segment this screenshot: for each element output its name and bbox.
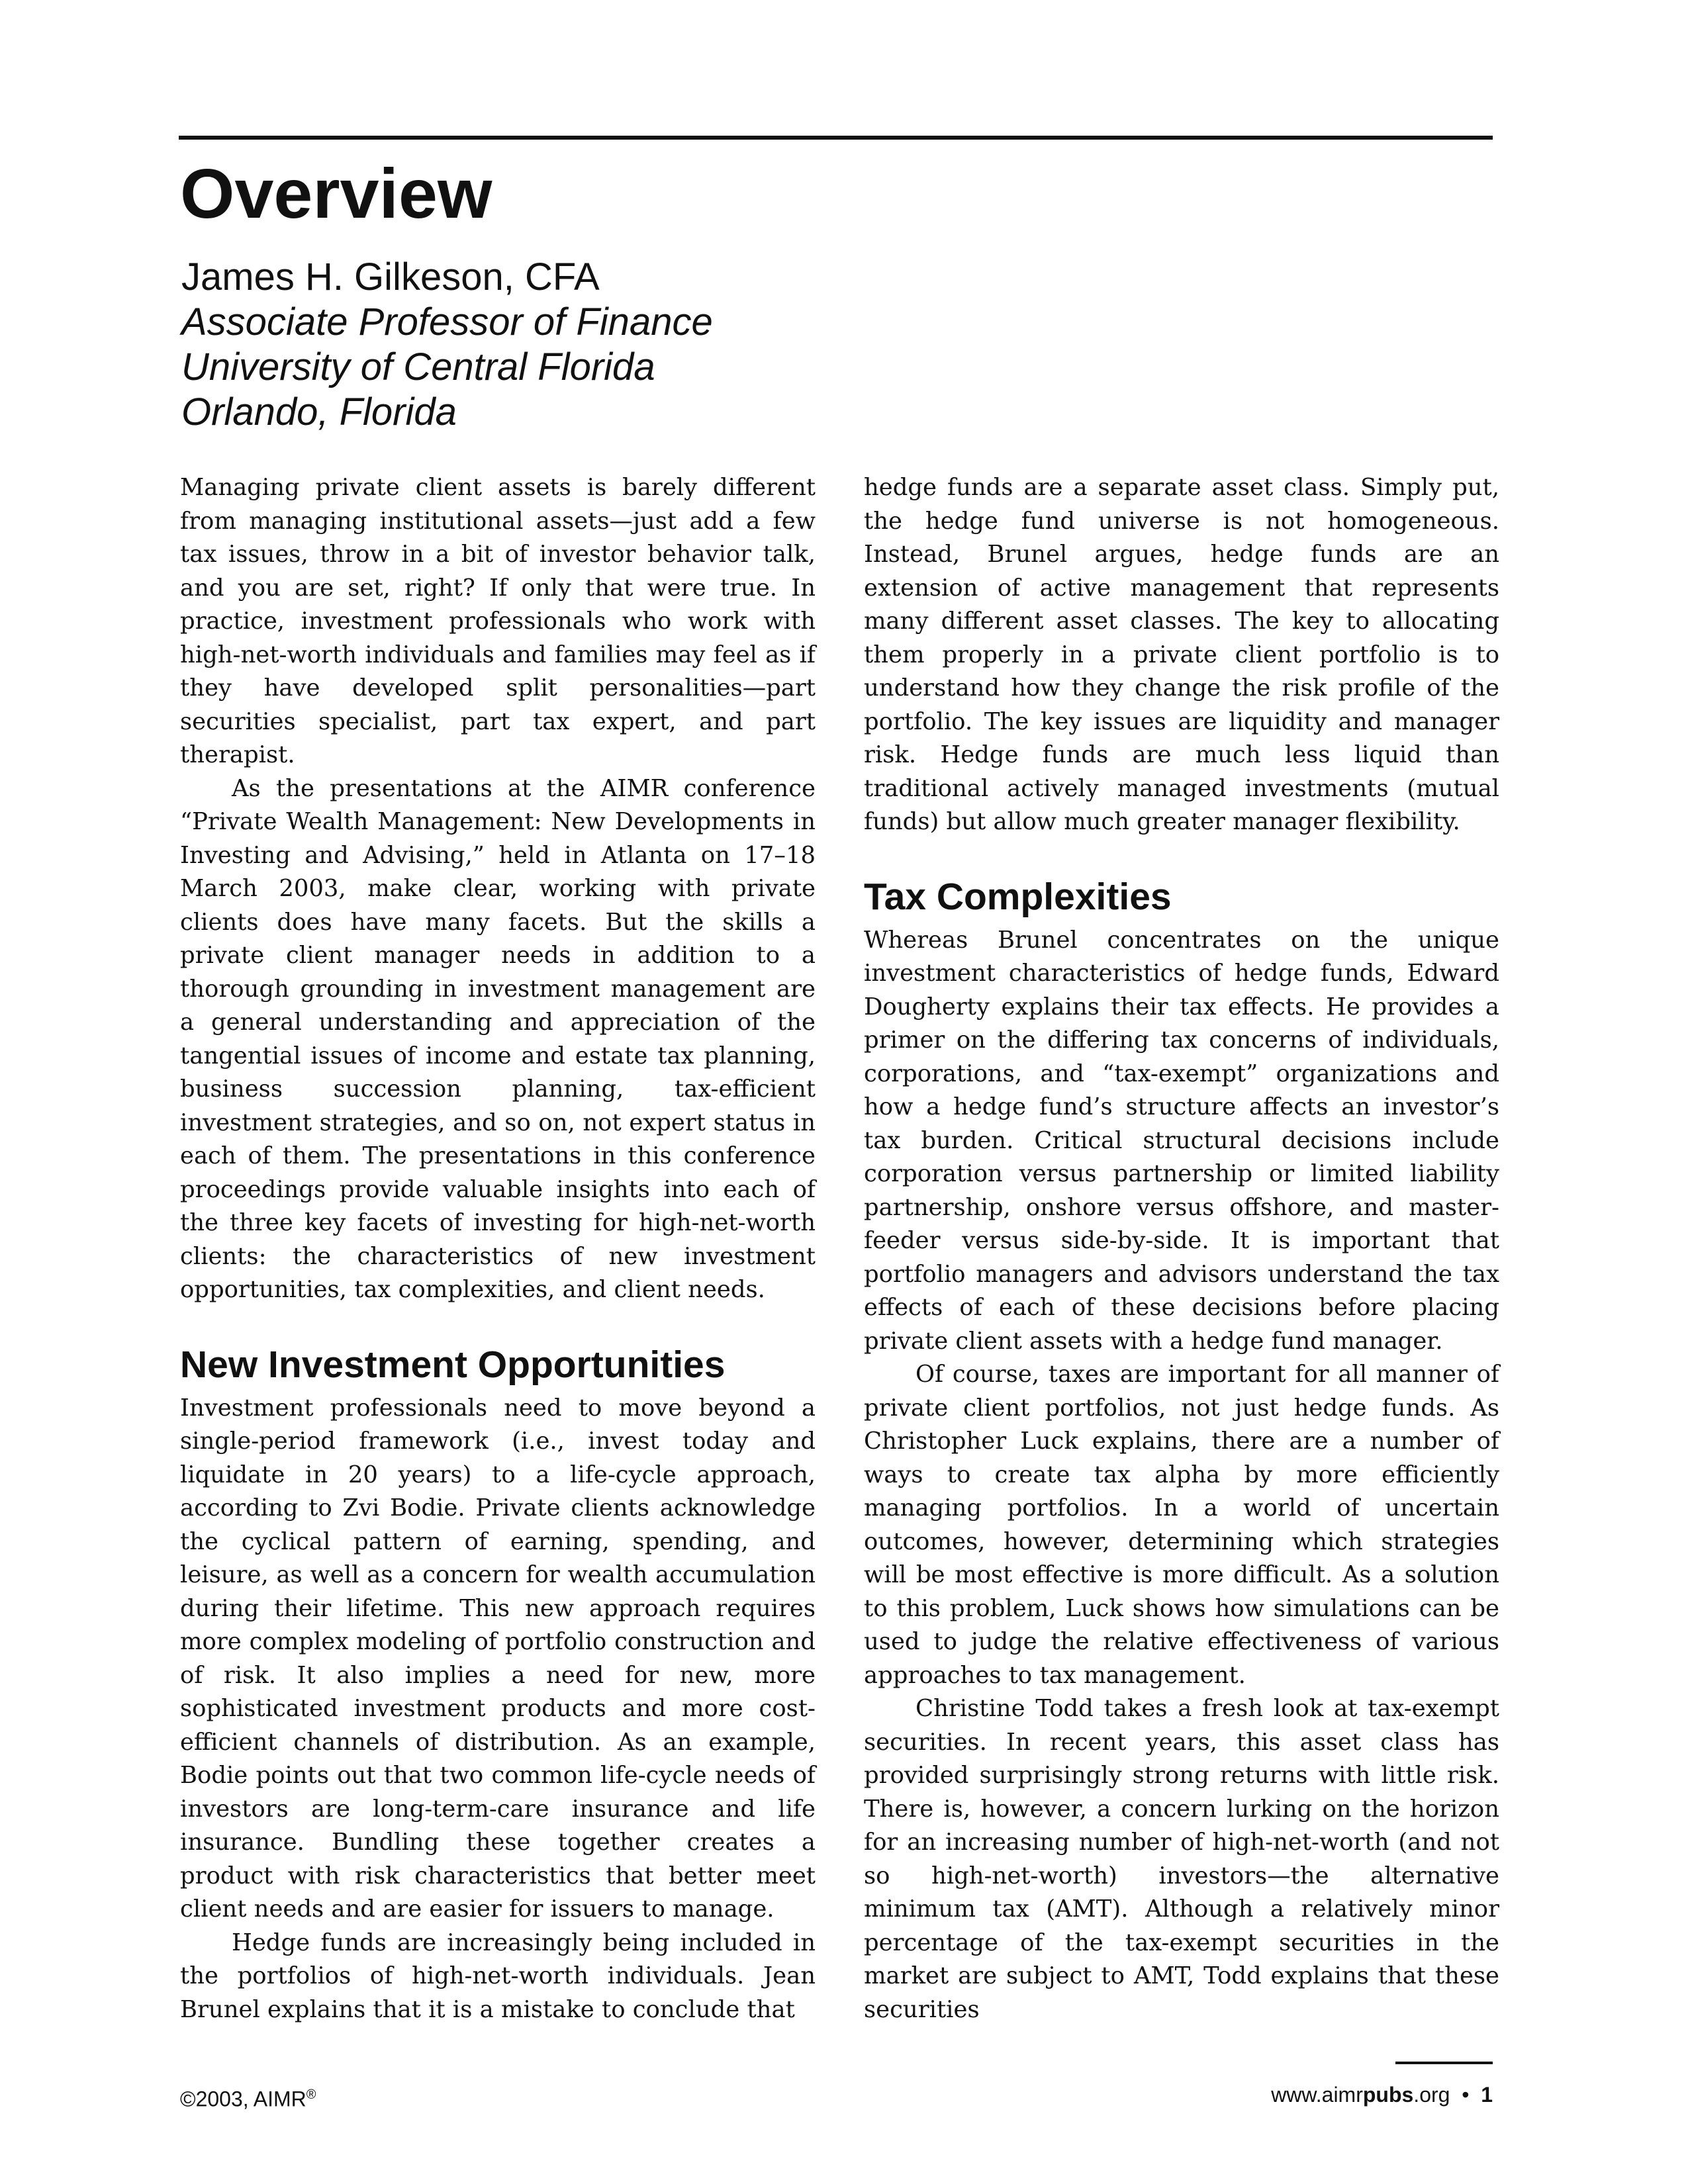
section-heading-tax-complexities: Tax Complexities bbox=[864, 875, 1172, 918]
right-column bbox=[864, 471, 1499, 2026]
footer-copyright bbox=[180, 2081, 316, 2113]
page-title: Overview bbox=[180, 155, 492, 233]
right-paragraph-4: Christine Todd takes a fresh look at tax-exempt securities. In recent years, this asset class has provided surprisingly strong returns with little risk. There is, however, a concern lurking on the horizon for an increasing number of high-net-worth (and not so high-net-worth) investors—the alternative minimum tax (AMT). Although a relatively minor percentage of the tax-exempt securities in the market are subject to AMT, Todd explains that these securities bbox=[864, 1695, 1499, 2023]
footer-url[interactable]: www.aimrpubs.org bbox=[1271, 2083, 1450, 2107]
author-name: James H. Gilkeson, CFA bbox=[181, 255, 600, 298]
right-paragraph-3: Of course, taxes are important for all manner of private client portfolios, not just hedge funds. As Christopher Luck explains, there are a number of ways to create tax alpha by more efficiently managing portfolios. In a world of uncertain outcomes, however, determining which strategies will be most effective is more difficult. As a solution to this problem, Luck shows how simulations can be used to judge the relative effectiveness of various approaches to tax management. bbox=[864, 1361, 1499, 1689]
author-affiliation: University of Central Florida bbox=[181, 345, 655, 388]
footer-bullet: • bbox=[1462, 2083, 1470, 2107]
right-paragraph-1: hedge funds are a separate asset class. Simply put, the hedge fund universe is not homogeneous. Instead, Brunel argues, hedge funds are an extension of active management that represents many different asset classes. The key to allocating them properly in a private client portfolio is to understand how they change the risk profile of the portfolio. The key issues are liquidity and manager risk. Hedge funds are much less liquid than traditional actively managed investments (mutual funds) but allow much greater manager flexibility. bbox=[864, 474, 1499, 835]
page-number: 1 bbox=[1481, 2083, 1493, 2107]
author-block bbox=[181, 255, 713, 435]
left-paragraph-1: Managing private client assets is barely different from managing institutional assets—just add a few tax issues, throw in a bit of investor behavior talk, and you are set, right? If only that were true. In practice, investment professionals who work with high-net-worth individuals and families may feel as if they have developed split personalities—part securities specialist, part tax expert, and part therapist. bbox=[180, 474, 816, 768]
left-paragraph-4: Hedge funds are increasingly being included in the portfolios of high-net-worth individuals. Jean Brunel explains that it is a mistake to conclude that bbox=[180, 1929, 816, 2023]
footer-page-info bbox=[1271, 2081, 1493, 2108]
section-heading-new-investment-opportunities: New Investment Opportunities bbox=[180, 1343, 726, 1386]
left-column bbox=[180, 471, 816, 2026]
registered-mark: ® bbox=[306, 2087, 316, 2102]
header-rule bbox=[179, 136, 1493, 140]
left-paragraph-3: Investment professionals need to move beyond a single-period framework (i.e., invest today and liquidate in 20 years) to a life-cycle approach, according to Zvi Bodie. Private clients acknowledge the cyclical pattern of earning, spending, and leisure, as well as a concern for wealth accumulation during their lifetime. This new approach requires more complex modeling of portfolio construction and of risk. It also implies a need for new, more sophisticated investment products and more cost-efficient channels of distribution. As an example, Bodie points out that two common life-cycle needs of investors are long-term-care insurance and life insurance. Bundling these together creates a product with risk characteristics that better meet client needs and are easier for issuers to manage. bbox=[180, 1394, 816, 1923]
footer-rule bbox=[1395, 2062, 1493, 2064]
author-location: Orlando, Florida bbox=[181, 390, 457, 433]
right-paragraph-2: Whereas Brunel concentrates on the unique investment characteristics of hedge funds, Edward Dougherty explains their tax effects. He provides a primer on the differing tax concerns of individuals, corporations, and “tax-exempt” organizations and how a hedge fund’s structure affects an investor’s tax burden. Critical structural decisions include corporation versus partnership or limited liability partnership, onshore versus offshore, and master-feeder versus side-by-side. It is important that portfolio managers and advisors understand the tax effects of each of these decisions before placing private client assets with a hedge fund manager. bbox=[864, 926, 1499, 1355]
left-paragraph-2: As the presentations at the AIMR conference “Private Wealth Management: New Developments in Investing and Advising,” held in Atlanta on 17–18 March 2003, make clear, working with private clients does have many facets. But the skills a private client manager needs in addition to a thorough grounding in investment management are a general understanding and appreciation of the tangential issues of income and estate tax planning, business succession planning, tax-efficient investment strategies, and so on, not expert status in each of them. The presentations in this conference proceedings provide valuable insights into each of the three key facets of investing for high-net-worth clients: the characteristics of new investment opportunities, tax complexities, and client needs. bbox=[180, 774, 816, 1303]
author-title: Associate Professor of Finance bbox=[181, 300, 713, 343]
copyright-text: ©2003, AIMR bbox=[180, 2087, 306, 2111]
